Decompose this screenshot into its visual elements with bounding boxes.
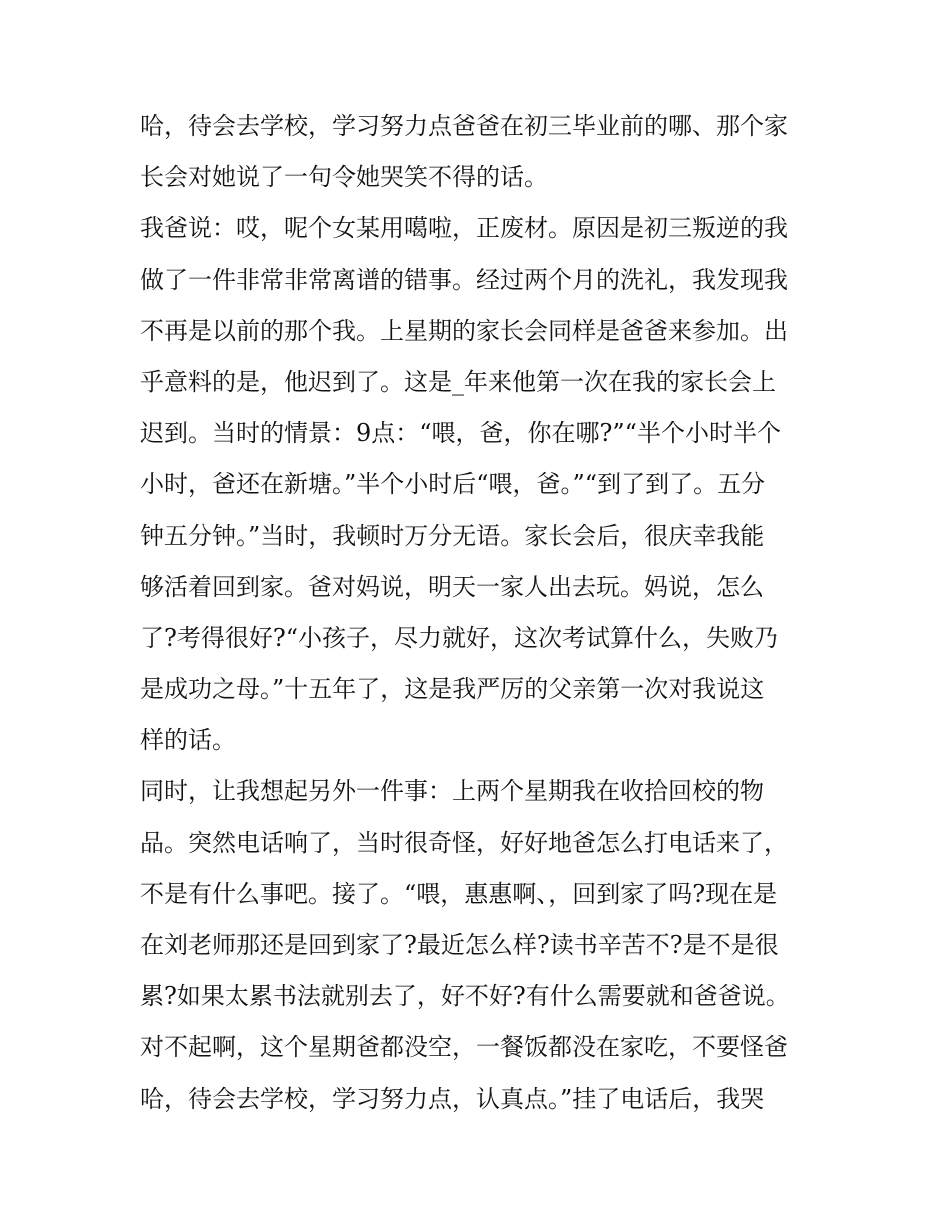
text-line: 是成功之母。”十五年了，这是我严厉的父亲第一次对我说这 bbox=[140, 675, 765, 704]
text-line: 哈，待会去学校，学习努力点爸爸在初三毕业前的哪、那个家 bbox=[140, 112, 788, 140]
text-line: 小时，爸还在新塘。”半个小时后“喂，爸。”“到了到了。五分 bbox=[140, 470, 766, 499]
text-line: 够活着回到家。爸对妈说，明天一家人出去玩。妈说，怎么 bbox=[140, 572, 764, 601]
body-text bbox=[140, 101, 840, 1125]
text-line: 累?如果太累书法就别去了，好不好?有什么需要就和爸爸说。 bbox=[140, 982, 790, 1011]
text-line: 在刘老师那还是回到家了?最近怎么样?读书辛苦不?是不是很 bbox=[140, 931, 779, 959]
text-line: 不再是以前的那个我。上星期的家长会同样是爸爸来参加。出 bbox=[140, 316, 788, 345]
text-line: 哈，待会去学校，学习努力点，认真点。”挂了电话后，我哭 bbox=[140, 1084, 765, 1113]
text-line: 我爸说：哎，呢个女某用噶啦，正废材。原因是初三叛逆的我 bbox=[140, 214, 788, 243]
text-line: 不是有什么事吧。接了。“喂，惠惠啊、，回到家了吗?现在是 bbox=[140, 879, 778, 908]
text-line: 做了一件非常非常离谱的错事。经过两个月的洗礼，我发现我 bbox=[140, 265, 788, 294]
text-line: 了?考得很好?“小孩子，尽力就好，这次考试算什么，失败乃 bbox=[140, 623, 779, 652]
text-line: 乎意料的是，他迟到了。这是_年来他第一次在我的家长会上 bbox=[140, 367, 776, 396]
text-line: 样的话。 bbox=[140, 726, 236, 755]
text-line: 品。突然电话响了，当时很奇怪，好好地爸怎么打电话来了， bbox=[140, 828, 788, 857]
text-line: 钟五分钟。”当时，我顿时万分无语。家长会后，很庆幸我能 bbox=[140, 521, 765, 550]
text-line: 长会对她说了一句令她哭笑不得的话。 bbox=[140, 163, 548, 192]
text-line: 同时，让我想起另外一件事：上两个星期我在收拾回校的物 bbox=[140, 777, 764, 806]
text-line: 迟到。当时的情景：9点：“喂，爸，你在哪?”“半个小时半个 bbox=[140, 419, 781, 448]
text-line: 对不起啊，这个星期爸都没空，一餐饭都没在家吃，不要怪爸 bbox=[140, 1033, 788, 1062]
